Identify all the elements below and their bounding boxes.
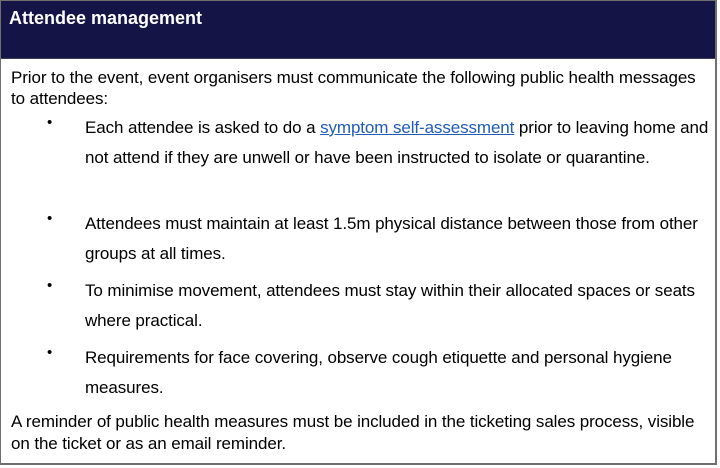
symptom-self-assessment-link[interactable]: symptom self-assessment — [320, 118, 515, 137]
list-item-text: To minimise movement, attendees must stay within their allocated spaces or seats where practical. — [85, 281, 695, 330]
bullet-icon: • — [47, 114, 53, 131]
list-item — [1, 209, 718, 276]
bullet-icon: • — [47, 277, 53, 294]
bullet-icon: • — [47, 210, 53, 227]
intro-paragraph: Prior to the event, event organisers must communicate the following public health messages to attendees: — [11, 68, 696, 108]
list-item — [1, 343, 718, 413]
card-header — [1, 1, 715, 59]
list-item-text: Requirements for face covering, observe cough etiquette and personal hygiene measures. — [85, 348, 672, 397]
list-item-text — [85, 113, 713, 173]
list-item-text: Attendees must maintain at least 1.5m physical distance between those from other groups at all times. — [85, 214, 698, 263]
reminder-paragraph: A reminder of public health measures must be included in the ticketing sales process, visible on the ticket or as an email reminder. — [11, 412, 695, 453]
list-item — [1, 276, 718, 343]
bullet-icon: • — [47, 344, 53, 361]
list-item — [1, 113, 718, 209]
public-health-messages-list — [1, 113, 718, 413]
list-item-text-before-link: Each attendee is asked to do a — [85, 118, 321, 137]
card-title: Attendee management — [9, 8, 203, 28]
list-item-text-after-link: prior to leaving home and not attend if they are unwell or have been instructed to isolate or quarantine. — [85, 118, 709, 167]
